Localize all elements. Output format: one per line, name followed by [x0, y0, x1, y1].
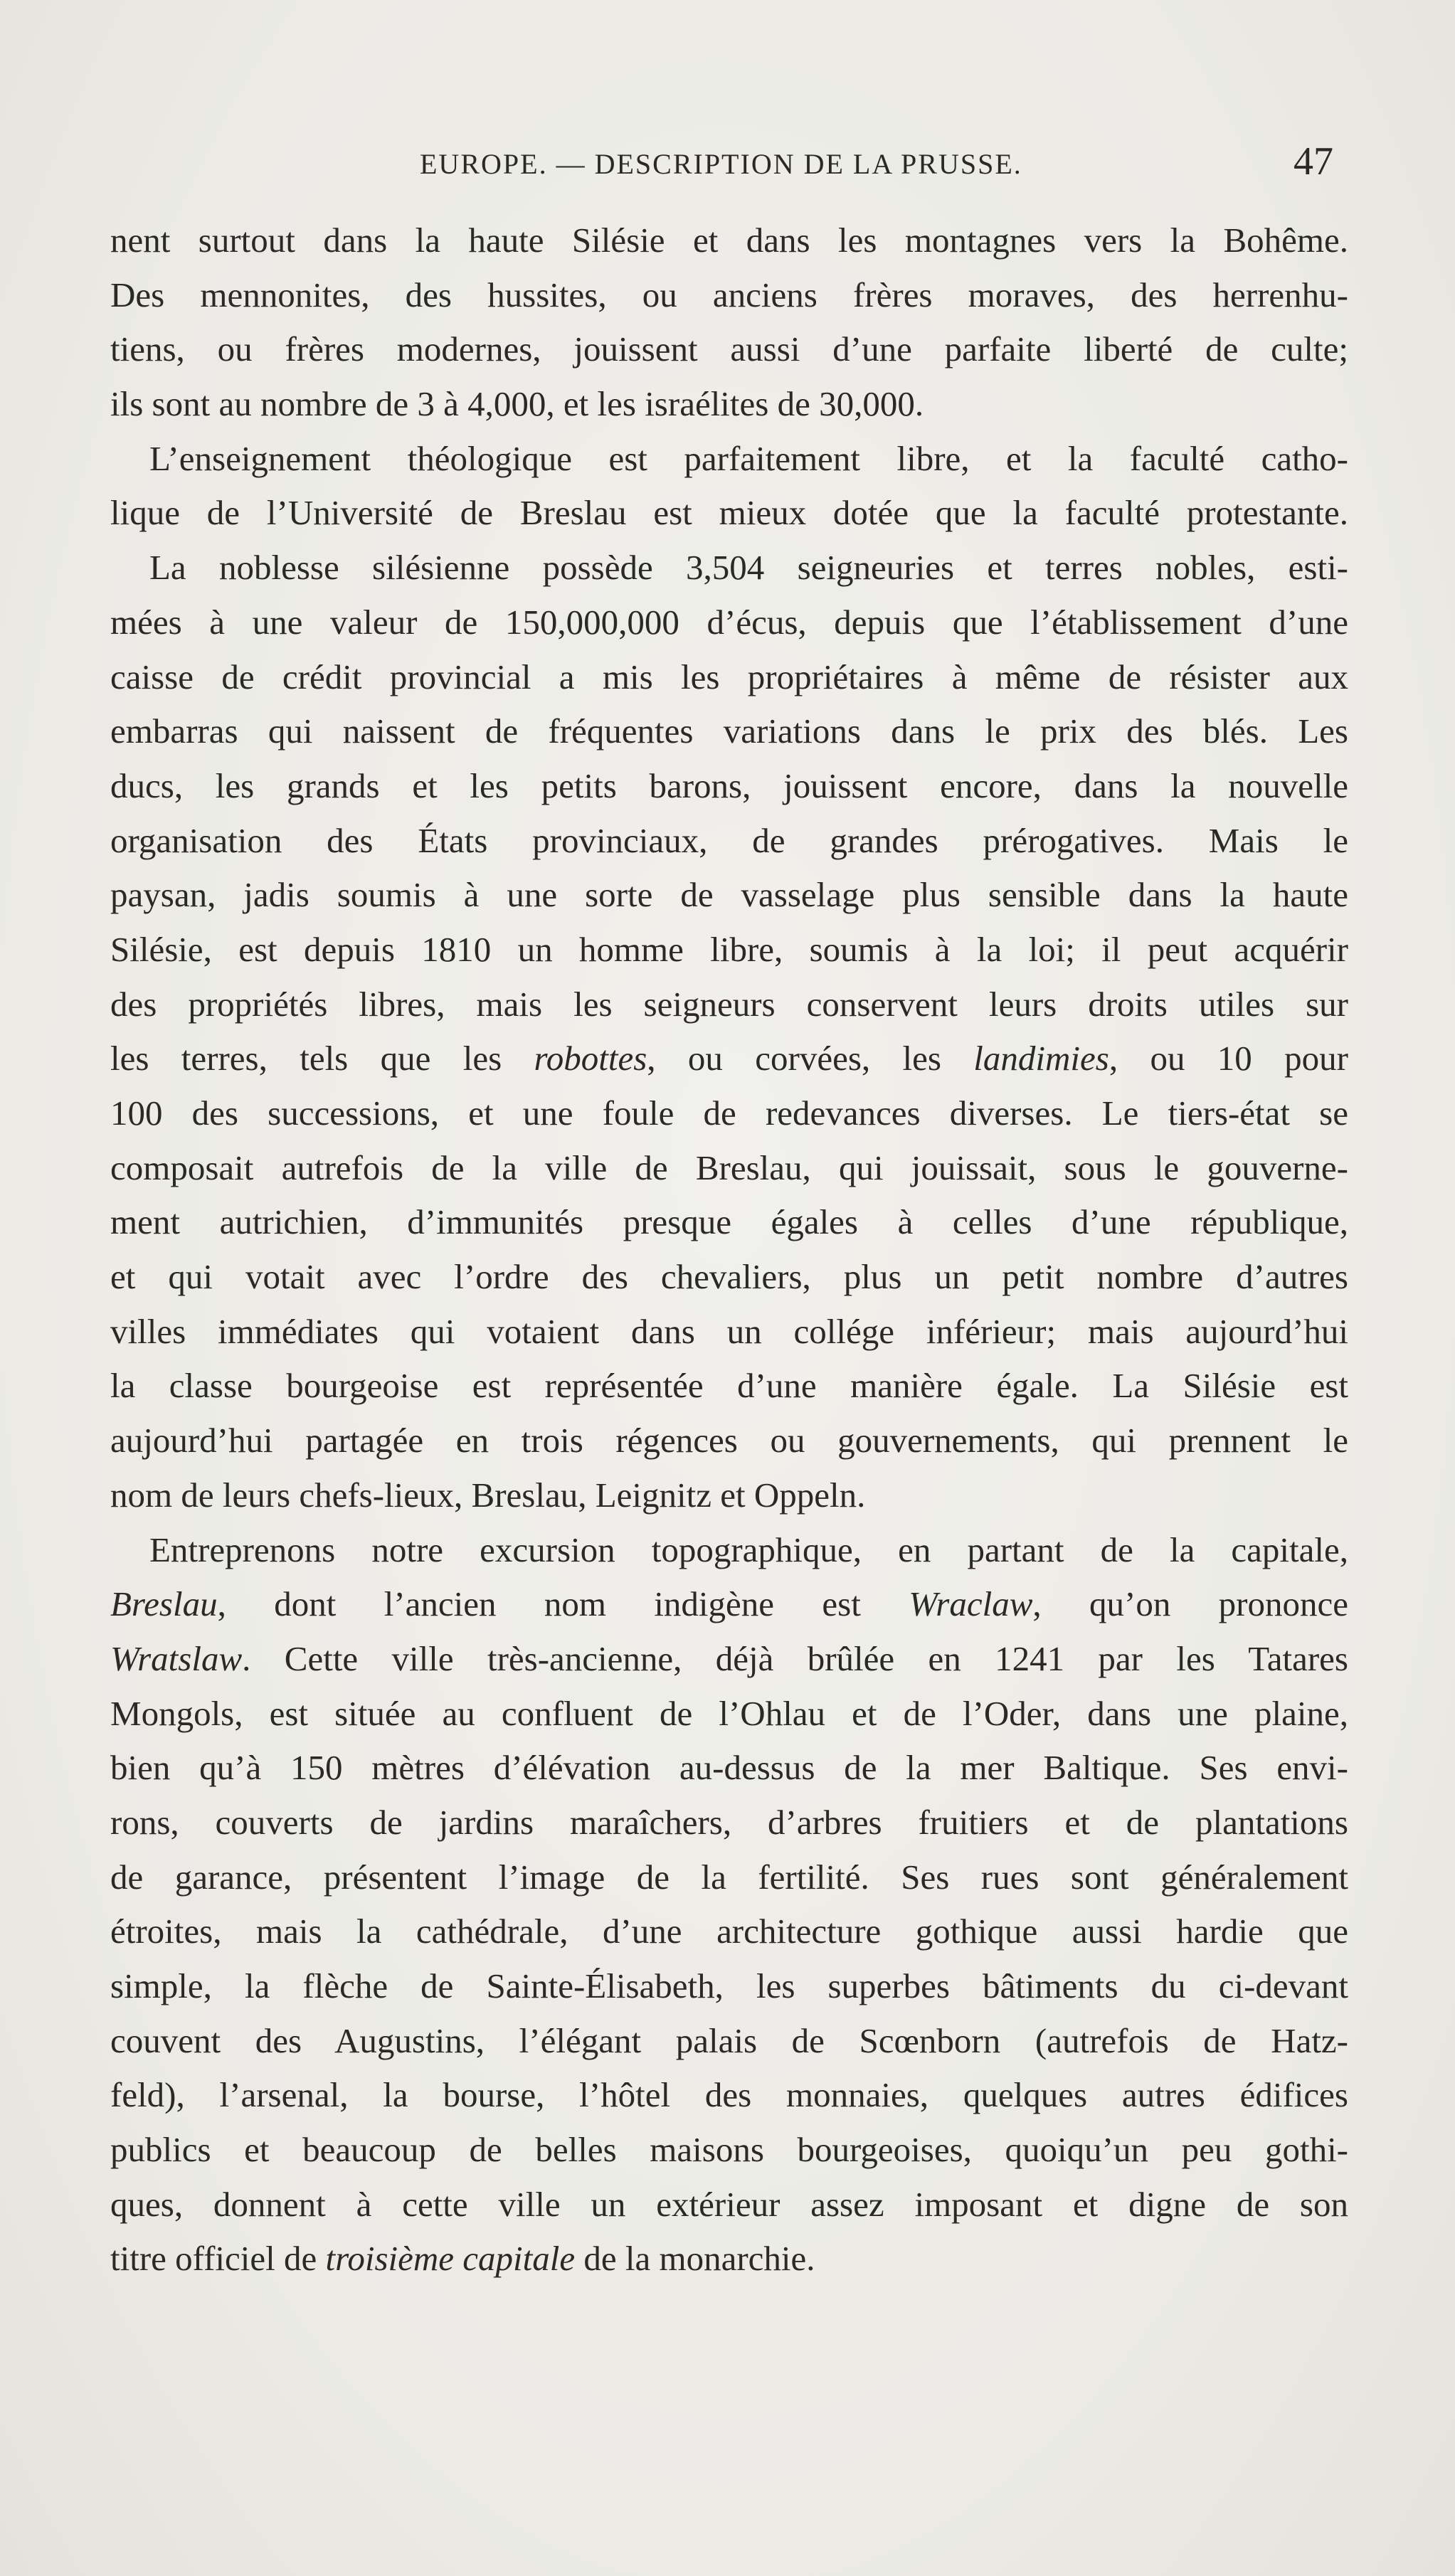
text-line-1: nent surtout dans la haute Silésie et dans les montagnes vers la Bohême. — [110, 221, 1348, 260]
text-line-19: ment autrichien, d’immunités presque égales à celles d’une république, — [110, 1202, 1348, 1242]
text-line-10: embarras qui naissent de fréquentes variations dans le prix des blés. Les — [110, 711, 1348, 751]
running-title: EUROPE. — DESCRIPTION DE LA PRUSSE. — [420, 148, 1022, 180]
text-line-34: couvent des Augustins, l’élégant palais de Scœnborn (autrefois de Hatz- — [110, 2020, 1348, 2060]
text-segment: de la monarchie. — [575, 2239, 815, 2279]
text-line-18: composait autrefois de la ville de Breslau, qui jouissait, sous le gouverne- — [110, 1147, 1348, 1187]
text-line-2: Des mennonites, des hussites, ou anciens frères moraves, des herrenhu- — [110, 275, 1348, 314]
text-line-35: feld), l’arsenal, la bourse, l’hôtel des monnaies, quelques autres édifices — [110, 2075, 1348, 2115]
text-segment: , ou corvées, les — [647, 1039, 974, 1078]
text-segment: , dont l’ancien nom indigène est — [217, 1584, 909, 1624]
text-line-21: villes immédiates qui votaient dans un collége inférieur; mais aujourd’hui — [110, 1311, 1348, 1351]
italic-term-landimies: landimies — [973, 1039, 1109, 1078]
text-line-24: nom de leurs chefs-lieux, Breslau, Leignitz et Oppeln. — [110, 1475, 866, 1515]
body-text — [110, 213, 1348, 2286]
text-line-22: la classe bourgeoise est représentée d’une manière égale. La Silésie est — [110, 1366, 1348, 1406]
text-line-8: mées à une valeur de 150,000,000 d’écus, depuis que l’établissement d’une — [110, 602, 1348, 642]
text-segment: , ou 10 pour — [1109, 1039, 1348, 1078]
text-line-37: ques, donnent à cette ville un extérieur assez imposant et digne de son — [110, 2184, 1348, 2224]
text-line-9: caisse de crédit provincial a mis les propriétaires à même de résister aux — [110, 657, 1348, 696]
text-line-17: 100 des successions, et une foule de redevances diverses. Le tiers-état se — [110, 1093, 1348, 1133]
italic-term-wraclaw: Wraclaw — [909, 1584, 1033, 1624]
text-line-32: étroites, mais la cathédrale, d’une architecture gothique aussi hardie que — [110, 1912, 1348, 1951]
text-line-20: et qui votait avec l’ordre des chevaliers, plus un petit nombre d’autres — [110, 1257, 1348, 1297]
italic-term-troisieme-capitale: troisième capitale — [325, 2239, 576, 2279]
italic-term-wratslaw: Wratslaw — [110, 1638, 243, 1678]
text-segment: , qu’on prononce — [1032, 1584, 1348, 1624]
text-line-36: publics et beaucoup de belles maisons bourgeoises, quoiqu’un peu gothi- — [110, 2130, 1348, 2170]
text-line-30: rons, couverts de jardins maraîchers, d’arbres fruitiers et de plantations — [110, 1802, 1348, 1842]
text-line-23: aujourd’hui partagée en trois régences ou gouvernements, qui prennent le — [110, 1421, 1348, 1461]
text-line-38 — [110, 2232, 1348, 2286]
italic-term-breslau: Breslau — [110, 1584, 218, 1624]
text-line-6: lique de l’Université de Breslau est mieux dotée que la faculté protestante. — [110, 493, 1348, 533]
italic-term-robottes: robottes — [534, 1039, 647, 1078]
text-segment: . Cette ville très-ancienne, déjà brûlée en 1241 par les Tatares — [242, 1638, 1348, 1678]
text-line-29: bien qu’à 150 mètres d’élévation au-dessus de la mer Baltique. Ses envi- — [110, 1748, 1348, 1788]
text-line-15: des propriétés libres, mais les seigneurs conservent leurs droits utiles sur — [110, 984, 1348, 1024]
text-segment: les terres, tels que les — [110, 1039, 534, 1078]
text-line-7: La noblesse silésienne possède 3,504 seigneuries et terres nobles, esti- — [149, 548, 1348, 588]
text-segment: titre officiel de — [110, 2239, 326, 2279]
text-line-31: de garance, présentent l’image de la fertilité. Ses rues sont généralement — [110, 1857, 1348, 1897]
text-line-33: simple, la flèche de Sainte-Élisabeth, les superbes bâtiments du ci-devant — [110, 1966, 1348, 2005]
text-line-26 — [110, 1577, 1348, 1632]
text-line-12: organisation des États provinciaux, de grandes prérogatives. Mais le — [110, 820, 1348, 860]
running-head — [0, 139, 1455, 189]
text-line-5: L’enseignement théologique est parfaitement libre, et la faculté catho- — [149, 438, 1348, 478]
text-line-14: Silésie, est depuis 1810 un homme libre, soumis à la loi; il peut acquérir — [110, 929, 1348, 969]
text-line-13: paysan, jadis soumis à une sorte de vasselage plus sensible dans la haute — [110, 875, 1348, 915]
page-number: 47 — [1293, 139, 1333, 184]
text-line-3: tiens, ou frères modernes, jouissent aussi d’une parfaite liberté de culte; — [110, 329, 1348, 369]
text-line-28: Mongols, est située au confluent de l’Ohlau et de l’Oder, dans une plaine, — [110, 1693, 1348, 1733]
text-line-25: Entreprenons notre excursion topographique, en partant de la capitale, — [149, 1530, 1348, 1569]
text-line-4: ils sont au nombre de 3 à 4,000, et les israélites de 30,000. — [110, 384, 924, 424]
text-line-16 — [110, 1032, 1348, 1086]
text-line-27 — [110, 1632, 1348, 1687]
text-line-11: ducs, les grands et les petits barons, jouissent encore, dans la nouvelle — [110, 765, 1348, 805]
